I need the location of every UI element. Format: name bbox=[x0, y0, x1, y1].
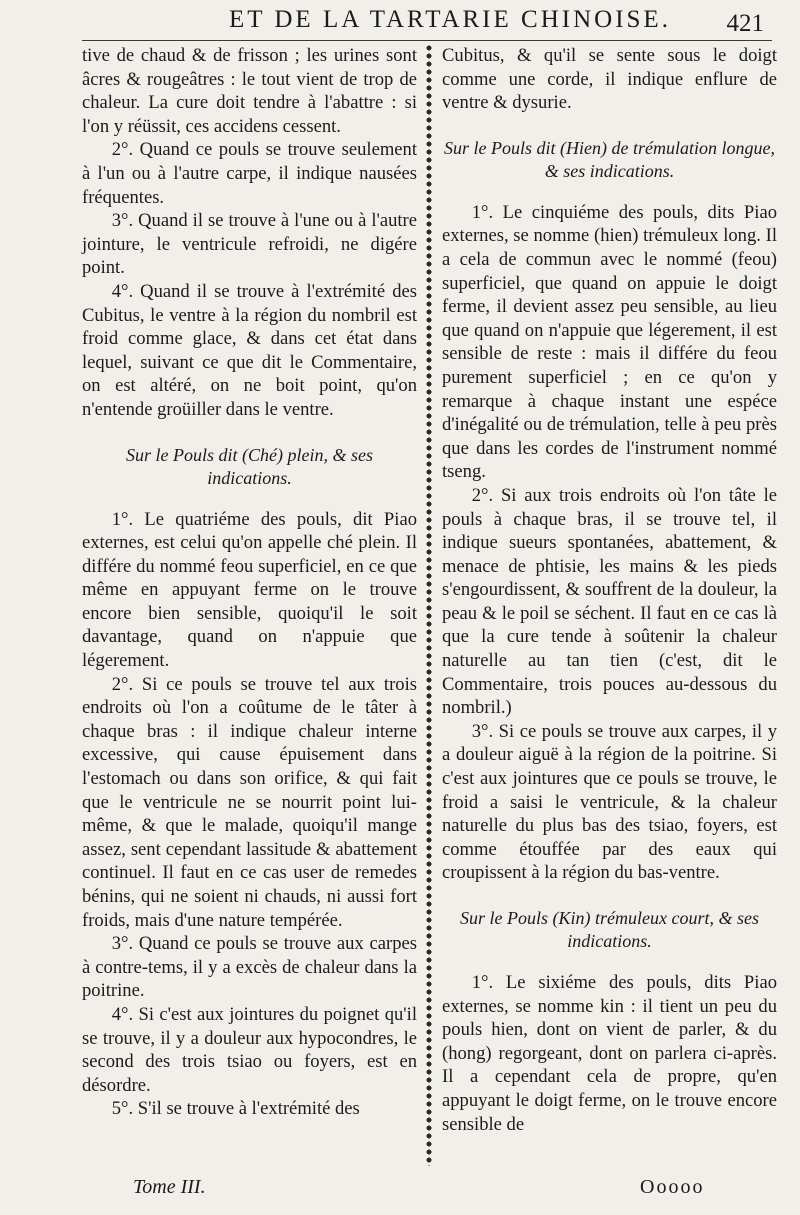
section-heading: Sur le Pouls dit (Hien) de trémulation longue, & ses indications. bbox=[444, 137, 775, 181]
ornamental-column-divider bbox=[423, 44, 435, 1166]
paragraph: 4°. Si c'est aux jointures du poignet qu'il se trouve, il y a douleur aux hypocondres, le second des trois tsiao ou foyers, est en désordre. bbox=[82, 1003, 417, 1096]
paragraph: 2°. Si ce pouls se trouve tel aux trois endroits où l'on a coûtume de le tâter à chaque bras : il indique chaleur interne excessive, qui cause épuisement dans l'estomach ou dans son orifice, & qui fait que le ventricule ne se nourrit point lui-même, & que le malade, quoiqu'il mange assez, sent cependant lassitude & abattement continuel. Il faut en ce cas user de remedes bénins, qui ne soient ni chauds, ni aussi fort froids, mais d'une nature tempérée. bbox=[82, 673, 417, 931]
running-head: ET DE LA TARTARIE CHINOISE. bbox=[229, 6, 671, 33]
volume-footer: Tome III. bbox=[133, 1176, 206, 1198]
paragraph: tive de chaud & de frisson ; les urines sont âcres & rougeâtres : le tout vient de trop de chaleur. La cure doit tendre à l'abattre : si l'on y réüssit, ces accidens cessent. bbox=[82, 45, 417, 137]
paragraph: 5°. S'il se trouve à l'extrémité des bbox=[111, 1098, 360, 1120]
paragraph: 3°. Si ce pouls se trouve aux carpes, il y a douleur aiguë à la région de la poitrine. Si c'est aux jointures que ce pouls se trouve, le froid a saisi le ventricule, & la chaleur naturelle du plus bas des tsiao, foyers, est comme étouffée par des eaux qui croupissent à la région du bas-ventre. bbox=[442, 720, 777, 884]
header-rule bbox=[82, 40, 772, 41]
paragraph: 2°. Quand ce pouls se trouve seulement à l'un ou à l'autre carpe, il indique nausées fréquentes. bbox=[82, 139, 417, 208]
paragraph: 1°. Le quatriéme des pouls, dit Piao externes, est celui qu'on appelle ché plein. Il différe du nommé feou superficiel, en ce que même en appuyant ferme on le trouve encore bien sensible, quoiqu'il le soit davantage, quand on n'appuie que légerement. bbox=[82, 508, 417, 672]
paragraph: 3°. Quand il se trouve à l'une ou à l'autre jointure, le ventricule refroidi, ne digére point. bbox=[82, 210, 417, 279]
paragraph: 2°. Si aux trois endroits où l'on tâte le pouls à chaque bras, il se trouve tel, il indique sueurs spontanées, abattement, & menace de phtisie, les mains & les pieds s'engourdissent, & souffrent de la douleur, la peau & le poil se séchent. Il faut en ce cas là que la cure tende à soûtenir la chaleur naturelle au tan tien (c'est, dit le Commentaire, trois pouces au-dessous du nombril.) bbox=[442, 484, 777, 719]
signature-mark: Ooooo bbox=[640, 1176, 705, 1198]
left-column bbox=[82, 44, 417, 1121]
page-number: 421 bbox=[726, 10, 764, 37]
paragraph: 4°. Quand il se trouve à l'extrémité des Cubitus, le ventre à la région du nombril est froid comme glace, & dans cet état dans lequel, suivant ce que dit le Commentaire, on est altéré, on ne boit point, qu'on n'entende groüiller dans le ventre. bbox=[82, 280, 417, 420]
paragraph: 1°. Le sixiéme des pouls, dits Piao externes, se nomme kin : il tient un peu du pouls hien, dont on vient de parler, & du (hong) regorgeant, dont on parlera ci-après. Il a cependant cela de propre, qu'en appuyant le doigt ferme, on le trouve encore sensible de bbox=[442, 972, 777, 1135]
right-column bbox=[442, 44, 777, 1136]
paragraph: Cubitus, & qu'il se sente sous le doigt comme une corde, il indique enflure de ventre & dysurie. bbox=[442, 45, 777, 114]
paragraph: 3°. Quand ce pouls se trouve aux carpes à contre-tems, il y a excès de chaleur dans la poitrine. bbox=[82, 933, 417, 1002]
section-heading: Sur le Pouls (Kin) trémuleux court, & ses indications. bbox=[460, 908, 759, 951]
section-heading: Sur le Pouls dit (Ché) plein, & ses indications. bbox=[126, 444, 373, 488]
paragraph: 1°. Le cinquiéme des pouls, dits Piao externes, se nomme (hien) trémuleux long. Il a cela de commun avec le nommé (feou) superficiel, que quand on appuie le doigt ferme, il devient assez peu sensible, au lieu que quand on n'appuie que légerement, il est sensible de reste : mais il différe du feou purement superficiel ; en ce qu'on y remarque à chaque instant une espéce d'inégalité ou de trémulation, telle à peu près que dans les cordes de l'instrument nommé tseng. bbox=[442, 201, 777, 483]
